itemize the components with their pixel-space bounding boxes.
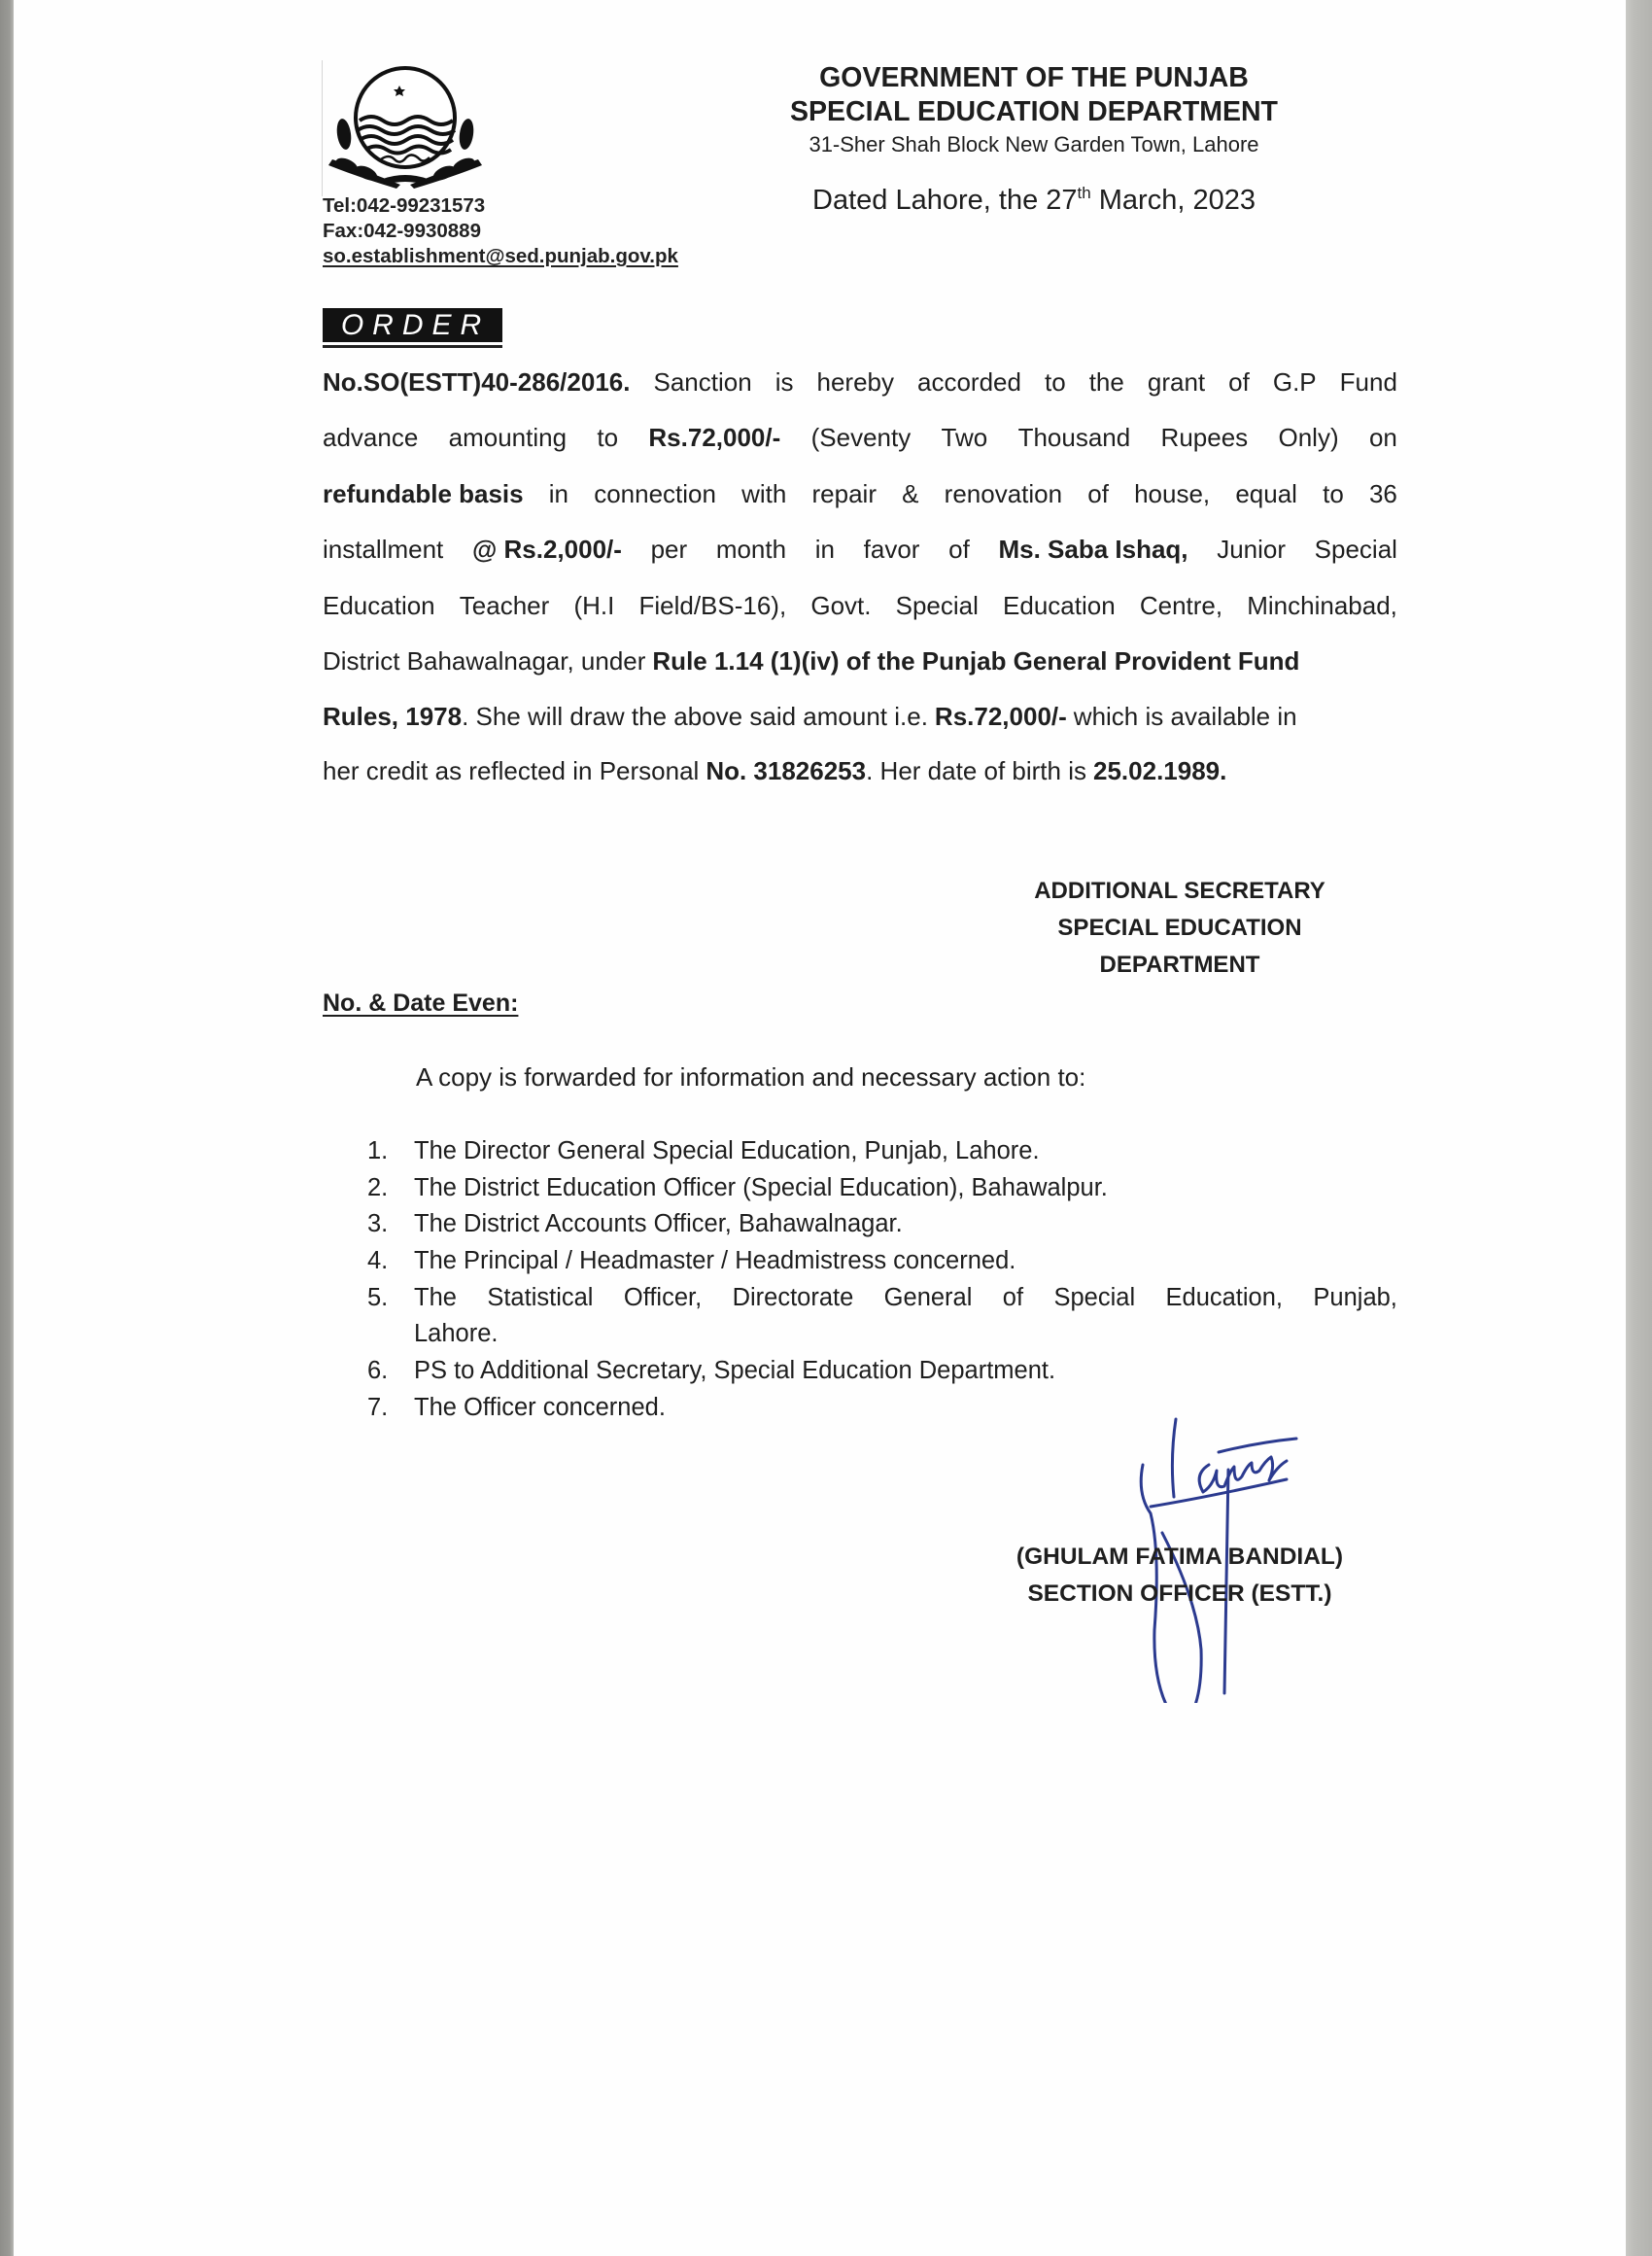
- distribution-item-number: 1.: [367, 1137, 389, 1164]
- paragraph-word: District Bahawalnagar, under: [323, 646, 646, 676]
- distribution-item: The District Accounts Officer, Bahawalnagar.: [414, 1210, 903, 1237]
- paragraph-word: 36: [1368, 479, 1397, 508]
- paragraph-word: which is available in: [1073, 702, 1297, 731]
- paragraph-word: per: [650, 535, 688, 564]
- paragraph-word: with: [741, 479, 787, 508]
- paragraph-word: amounting: [448, 423, 568, 452]
- paragraph-word: equal: [1235, 479, 1297, 508]
- order-paragraph-line: [323, 756, 1397, 795]
- paragraph-word: Education: [323, 591, 435, 620]
- distribution-item: PS to Additional Secretary, Special Education Department.: [414, 1357, 1056, 1384]
- no-and-date-even-heading: No. & Date Even:: [323, 989, 519, 1017]
- distribution-item: The Officer concerned.: [414, 1394, 666, 1421]
- paragraph-word: house,: [1134, 479, 1211, 508]
- distribution-item-number: 2.: [367, 1174, 389, 1201]
- department-title: SPECIAL EDUCATION DEPARTMENT: [790, 96, 1278, 127]
- emphasized-text: Rule 1.14 (1)(iv) of the Punjab General Provident Fund: [652, 646, 1300, 676]
- order-paragraph-line: [323, 367, 1397, 406]
- emphasized-text: Rs.72,000/-: [648, 423, 781, 452]
- paragraph-word: to: [1323, 479, 1344, 508]
- emphasized-text: No.SO(ESTT)40-286/2016.: [323, 367, 631, 397]
- paragraph-word: Special: [1314, 535, 1397, 564]
- paragraph-word: her credit as reflected in Personal: [323, 756, 700, 785]
- government-title: GOVERNMENT OF THE PUNJAB: [819, 62, 1249, 93]
- date-ordinal: th: [1077, 184, 1091, 202]
- paragraph-word: Fund: [1339, 367, 1397, 397]
- distribution-item-number: 6.: [367, 1357, 389, 1384]
- paragraph-word: Special: [895, 591, 979, 620]
- distribution-item-word: of: [1002, 1284, 1024, 1311]
- paragraph-word: is: [774, 367, 794, 397]
- paragraph-word: Centre,: [1139, 591, 1223, 620]
- order-paragraph-line: [323, 423, 1397, 462]
- department-address: 31-Sher Shah Block New Garden Town, Lahore: [809, 132, 1259, 156]
- emphasized-text: No. 31826253: [706, 756, 867, 785]
- paragraph-word: the: [1088, 367, 1124, 397]
- paragraph-word: in: [814, 535, 835, 564]
- paragraph-word: Teacher: [459, 591, 550, 620]
- distribution-item-number: 7.: [367, 1394, 389, 1421]
- paragraph-word: Thousand: [1017, 423, 1131, 452]
- paragraph-word: in: [548, 479, 569, 508]
- distribution-item: The District Education Officer (Special Education), Bahawalpur.: [414, 1174, 1108, 1201]
- email-link[interactable]: so.establishment@sed.punjab.gov.pk: [323, 245, 678, 267]
- scan-edge-right: [1626, 0, 1652, 2256]
- paragraph-word: Field/BS-16),: [638, 591, 787, 620]
- order-paragraph-line: [323, 646, 1397, 685]
- date-suffix: March, 2023: [1090, 185, 1256, 216]
- distribution-item-number: 4.: [367, 1247, 389, 1274]
- officer-title: SECTION OFFICER (ESTT.): [1027, 1580, 1332, 1607]
- distribution-item-word: The: [414, 1284, 457, 1311]
- distribution-item-word: Statistical: [487, 1284, 594, 1311]
- paragraph-word: Only): [1278, 423, 1339, 452]
- order-paragraph-line: [323, 591, 1397, 630]
- distribution-item-word: Directorate: [732, 1284, 854, 1311]
- order-paragraph-line: [323, 702, 1397, 741]
- paragraph-word: repair: [811, 479, 877, 508]
- emphasized-text: Ms. Saba Ishaq,: [998, 535, 1188, 564]
- paragraph-word: Junior: [1217, 535, 1287, 564]
- distribution-item-number: 3.: [367, 1210, 389, 1237]
- distribution-item-word: Special: [1053, 1284, 1136, 1311]
- paragraph-word: &: [902, 479, 919, 508]
- order-paragraph-line: [323, 479, 1397, 518]
- distribution-item-continuation: Lahore.: [414, 1320, 499, 1347]
- paragraph-word: (H.I: [573, 591, 615, 620]
- paragraph-word: (Seventy: [810, 423, 912, 452]
- paragraph-word: renovation: [944, 479, 1063, 508]
- paragraph-word: accorded: [917, 367, 1021, 397]
- order-heading-box: [323, 308, 502, 345]
- officer-name: (GHULAM FATIMA BANDIAL): [1015, 1544, 1344, 1570]
- distribution-item-word: General: [883, 1284, 973, 1311]
- dated-line: [781, 185, 1287, 217]
- emphasized-text: refundable basis: [323, 479, 524, 508]
- distribution-item-number: 5.: [367, 1284, 389, 1311]
- emphasized-text: @ Rs.2,000/-: [471, 535, 622, 564]
- date-prefix: Dated Lahore, the 27: [812, 185, 1078, 216]
- paragraph-word: connection: [594, 479, 716, 508]
- paragraph-word: Minchinabad,: [1247, 591, 1397, 620]
- paragraph-word: advance: [323, 423, 419, 452]
- paragraph-word: month: [715, 535, 787, 564]
- scan-edge-left: [0, 0, 14, 2256]
- distribution-item: [414, 1284, 1397, 1312]
- distribution-item: The Principal / Headmaster / Headmistress concerned.: [414, 1247, 1016, 1274]
- emphasized-text: Rules, 1978: [323, 702, 463, 731]
- distribution-item-word: Punjab,: [1313, 1284, 1397, 1311]
- order-paragraph-line: [323, 535, 1397, 573]
- paragraph-word: on: [1368, 423, 1397, 452]
- emphasized-text: Rs.72,000/-: [934, 702, 1067, 731]
- paragraph-word: G.P: [1272, 367, 1317, 397]
- signatory-line-1: ADDITIONAL SECRETARY: [1034, 878, 1325, 904]
- paragraph-word: of: [1087, 479, 1109, 508]
- paragraph-word: of: [1228, 367, 1250, 397]
- paragraph-word: Two: [941, 423, 988, 452]
- emphasized-text: 25.02.1989.: [1093, 756, 1227, 785]
- paragraph-word: Education: [1003, 591, 1116, 620]
- paragraph-word: Rupees: [1160, 423, 1249, 452]
- distribution-item: The Director General Special Education, Punjab, Lahore.: [414, 1137, 1040, 1164]
- document-page: [14, 0, 1626, 2256]
- paragraph-word: Sanction: [653, 367, 752, 397]
- paragraph-word: grant: [1147, 367, 1206, 397]
- paragraph-word: Govt.: [810, 591, 872, 620]
- paragraph-word: . Her date of birth is: [866, 756, 1086, 785]
- paragraph-word: to: [1044, 367, 1066, 397]
- paragraph-word: installment: [323, 535, 444, 564]
- distribution-item-word: Education,: [1165, 1284, 1284, 1311]
- paragraph-word: to: [597, 423, 619, 452]
- paragraph-word: of: [948, 535, 970, 564]
- paragraph-word: favor: [863, 535, 920, 564]
- order-heading: ORDER: [340, 309, 491, 341]
- punjab-emblem-icon: [323, 64, 488, 191]
- fax-number: Fax:042-9930889: [323, 220, 481, 242]
- paragraph-word: . She will draw the above said amount i.e.: [462, 702, 928, 731]
- forwarding-intro: A copy is forwarded for information and necessary action to:: [416, 1062, 1086, 1092]
- telephone-number: Tel:042-99231573: [323, 194, 486, 217]
- distribution-item-word: Officer,: [623, 1284, 703, 1311]
- signatory-line-2: SPECIAL EDUCATION: [1057, 915, 1302, 941]
- paragraph-word: hereby: [816, 367, 894, 397]
- signatory-line-3: DEPARTMENT: [1099, 952, 1260, 978]
